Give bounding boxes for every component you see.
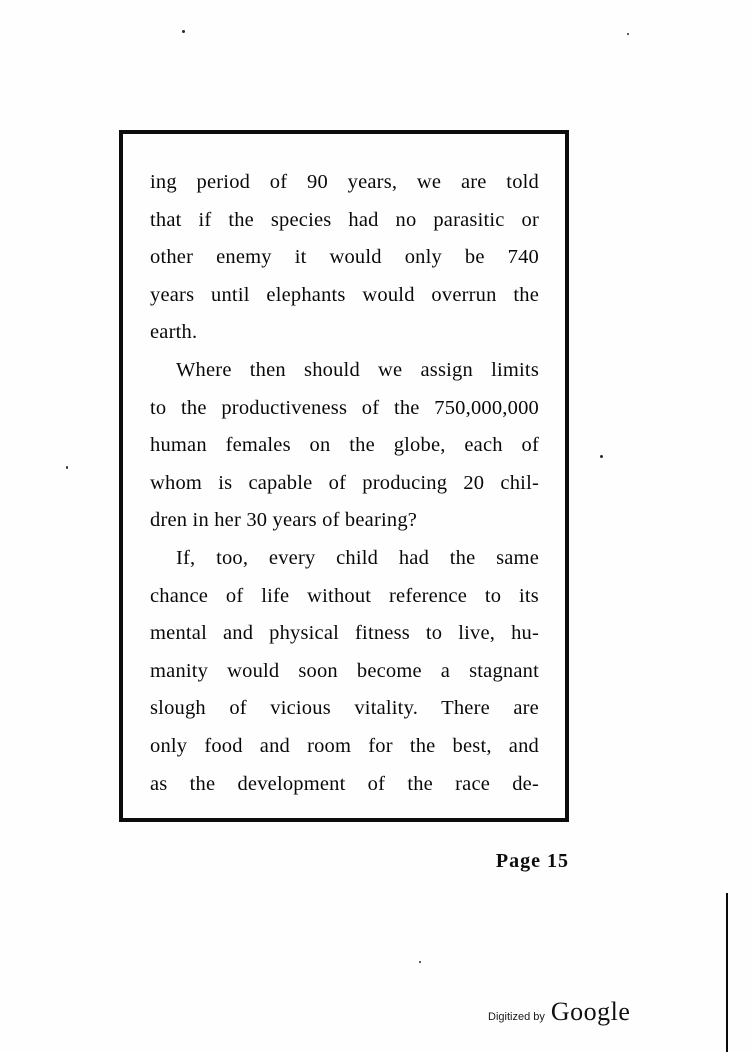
text-line: If, too, every child had the same xyxy=(176,546,539,569)
scan-speck xyxy=(182,30,185,33)
scan-speck xyxy=(66,466,68,469)
text-block xyxy=(119,130,569,822)
text-line: earth. xyxy=(150,321,198,344)
text-line: slough of vicious vitality. There are xyxy=(150,697,539,720)
scan-edge-line xyxy=(726,893,728,1052)
google-logo: Google xyxy=(550,997,631,1026)
text-line: that if the species had no parasitic or xyxy=(150,208,539,231)
text-line: Where then should we assign limits xyxy=(176,358,539,381)
text-line: only food and room for the best, and xyxy=(150,734,539,757)
text-line: to the productiveness of the 750,000,000 xyxy=(150,396,539,419)
text-line: dren in her 30 years of bearing? xyxy=(150,509,418,532)
text-line: manity would soon become a stagnant xyxy=(150,659,539,682)
text-line: mental and physical fitness to live, hu- xyxy=(150,622,539,645)
text-line: human females on the globe, each of xyxy=(150,434,539,457)
page-number: Page 15 xyxy=(495,850,569,872)
digitized-by-label: Digitized by xyxy=(488,1011,545,1023)
text-line: chance of life without reference to its xyxy=(150,584,539,607)
scan-speck xyxy=(419,961,421,963)
text-line: ing period of 90 years, we are told xyxy=(150,171,539,193)
text-line: other enemy it would only be 740 xyxy=(150,246,539,269)
scan-speck xyxy=(627,33,629,35)
text-line: whom is capable of producing 20 chil- xyxy=(150,471,539,494)
scan-speck xyxy=(600,455,603,458)
text-line: as the development of the race de- xyxy=(150,772,539,795)
text-line: years until elephants would overrun the xyxy=(150,283,539,306)
digitized-footer xyxy=(488,997,630,1027)
